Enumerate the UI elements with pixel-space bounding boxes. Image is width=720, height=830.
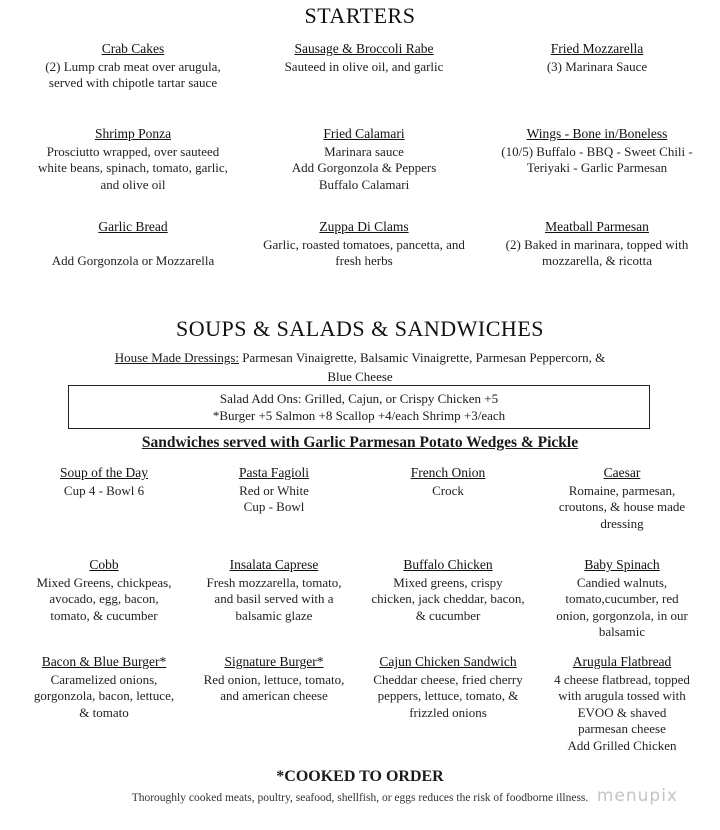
item-name: Fried Mozzarella xyxy=(550,41,644,56)
house-dressings xyxy=(70,348,650,386)
menu-item-pasta-fagioli xyxy=(192,465,356,516)
item-name: Garlic Bread xyxy=(98,219,168,234)
item-name: Sausage & Broccoli Rabe xyxy=(294,41,434,56)
item-name: Bacon & Blue Burger* xyxy=(41,654,167,669)
sandwich-note: Sandwiches served with Garlic Parmesan Potato Wedges & Pickle xyxy=(141,434,579,451)
menu-item-caesar xyxy=(536,465,708,532)
menu-item-soup-of-the-day xyxy=(22,465,186,499)
item-description: Marinara sauce Add Gorgonzola & Peppers Buffalo Calamari xyxy=(291,143,437,192)
item-description: (3) Marinara Sauce xyxy=(546,58,648,74)
item-price-line: Cup - Bowl xyxy=(243,499,305,514)
item-description: (2) Lump crab meat over arugula, served with chipotle tartar sauce xyxy=(45,58,221,90)
dressings-text: Parmesan Vinaigrette, Balsamic Vinaigrette, Parmesan Peppercorn, & xyxy=(239,350,606,365)
item-name: Insalata Caprese xyxy=(229,557,319,572)
item-description: (10/5) Buffalo - BBQ - Sweet Chili - Teriyaki - Garlic Parmesan xyxy=(501,143,693,175)
item-name: Cobb xyxy=(89,557,119,572)
item-description: Romaine, parmesan, croutons, & house made dressing xyxy=(558,482,686,531)
addons-label: Salad Add Ons: xyxy=(219,391,302,406)
item-name: Shrimp Ponza xyxy=(94,126,172,141)
dressings-text-2: Blue Cheese xyxy=(327,369,393,384)
item-name: Soup of the Day xyxy=(59,465,149,480)
menu-item-crab-cakes xyxy=(20,41,246,92)
item-description: Prosciutto wrapped, over sauteed white beans, spinach, tomato, garlic, and olive oil xyxy=(38,143,228,192)
menu-item-signature-burger xyxy=(192,654,356,705)
menu-item-cajun-chicken-sandwich xyxy=(360,654,536,721)
menupix-watermark: menupix xyxy=(596,786,678,806)
item-description: Crock xyxy=(432,482,464,498)
item-description: Mixed Greens, chickpeas, avocado, egg, bacon, tomato, & cucumber xyxy=(36,574,172,623)
menu-item-cobb xyxy=(22,557,186,624)
item-name: Baby Spinach xyxy=(584,557,660,572)
item-description: (2) Baked in marinara, topped with mozzarella, & ricotta xyxy=(505,236,689,268)
addons-line-1: Grilled, Cajun, or Crispy Chicken +5 xyxy=(301,391,499,406)
item-description: Candied walnuts, tomato,cucumber, red onion, gorgonzola, in our balsamic xyxy=(556,574,688,639)
menu-item-zuppa-di-clams xyxy=(246,219,482,270)
menu-item-fried-mozzarella xyxy=(482,41,712,75)
item-name: Signature Burger* xyxy=(224,654,324,669)
item-description: Caramelized onions, gorgonzola, bacon, lettuce, & tomato xyxy=(33,671,175,720)
starters-title: STARTERS xyxy=(304,3,416,28)
cooked-to-order-heading: *COOKED TO ORDER xyxy=(276,768,444,785)
menu-item-baby-spinach xyxy=(536,557,708,641)
menu-item-arugula-flatbread xyxy=(536,654,708,754)
salad-add-ons-box xyxy=(68,385,650,429)
item-description: Mixed greens, crispy chicken, jack cheddar, bacon, & cucumber xyxy=(371,574,525,623)
item-description: Red onion, lettuce, tomato, and american cheese xyxy=(203,671,345,703)
item-name: Fried Calamari xyxy=(323,126,405,141)
menu-item-wings xyxy=(482,126,712,177)
menu-item-insalata-caprese xyxy=(192,557,356,624)
menu-item-buffalo-chicken xyxy=(360,557,536,624)
item-name: Buffalo Chicken xyxy=(403,557,493,572)
item-description: Cup 4 - Bowl 6 xyxy=(63,482,145,498)
item-name: Arugula Flatbread xyxy=(572,654,672,669)
item-description: Fresh mozzarella, tomato, and basil served with a balsamic glaze xyxy=(206,574,342,623)
menu-item-meatball-parmesan xyxy=(482,219,712,270)
item-name: Meatball Parmesan xyxy=(545,219,649,234)
soups-salads-sandwiches-title: SOUPS & SALADS & SANDWICHES xyxy=(175,316,544,341)
item-description: Red or White xyxy=(239,482,309,498)
item-name: Zuppa Di Clams xyxy=(319,219,409,234)
item-description: 4 cheese flatbread, topped with arugula tossed with EVOO & shaved parmesan cheese Add Grilled Chicken xyxy=(554,671,690,753)
menu-item-bacon-blue-burger xyxy=(22,654,186,721)
menu-item-garlic-bread xyxy=(20,219,246,270)
menu-item-french-onion xyxy=(360,465,536,499)
dressings-label: House Made Dressings: xyxy=(114,350,240,365)
item-name: Caesar xyxy=(603,465,641,480)
addons-line-2: *Burger +5 Salmon +8 Scallop +4/each Shrimp +3/each xyxy=(212,408,506,423)
item-description: Garlic, roasted tomatoes, pancetta, and fresh herbs xyxy=(263,236,465,268)
item-name: Crab Cakes xyxy=(101,41,165,56)
item-description: Sauteed in olive oil, and garlic xyxy=(284,58,444,74)
menu-item-shrimp-ponza xyxy=(20,126,246,193)
item-description: Add Gorgonzola or Mozzarella xyxy=(51,253,215,268)
item-name: Wings - Bone in/Boneless xyxy=(526,126,668,141)
item-name: Cajun Chicken Sandwich xyxy=(379,654,517,669)
menu-item-fried-calamari xyxy=(246,126,482,193)
item-name: French Onion xyxy=(410,465,486,480)
item-name: Pasta Fagioli xyxy=(238,465,310,480)
menu-item-sausage-broccoli-rabe xyxy=(246,41,482,75)
item-description: Cheddar cheese, fried cherry peppers, lettuce, tomato, & frizzled onions xyxy=(373,671,523,720)
food-safety-disclaimer: Thoroughly cooked meats, poultry, seafood, shellfish, or eggs reduces the risk of foodborne illness. xyxy=(131,792,589,804)
